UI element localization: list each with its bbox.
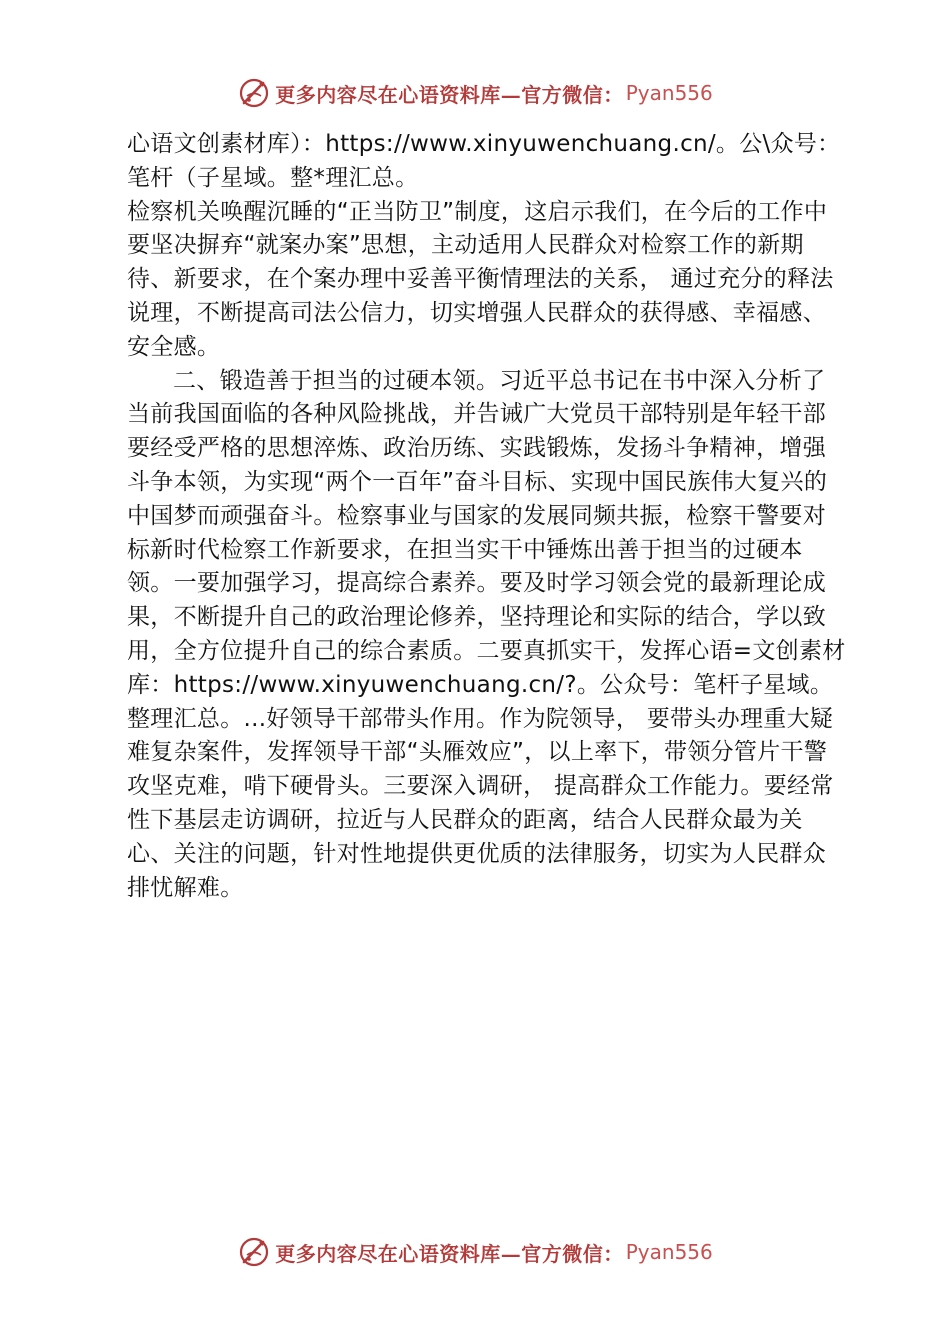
footer-wechat-handle: Pyan556	[625, 1240, 713, 1264]
document-body	[127, 128, 847, 905]
pen-logo-icon	[237, 1235, 271, 1269]
pen-logo-icon	[237, 76, 271, 110]
header-banner	[0, 73, 950, 113]
header-promo-text: 更多内容尽在心语资料库—官方微信：	[275, 82, 624, 107]
paragraph-section-two: 二、锻造善于担当的过硬本领。习近平总书记在书中深入分析了当前我国面临的各种风险挑战，并告诫广大党员干部特别是年轻干部要经受严格的思想淬炼、政治历练、实践锻炼，发扬斗争精神，增强斗争本领，为实现“两个一百年”奋斗目标、实现中国民族伟大复兴的中国梦而顽强奋斗。检察事业与国家的发展同频共振，检察干警要对标新时代检察工作新要求，在担当实干中锤炼出善于担当的过硬本领。一要加强学习，提高综合素养。要及时学习领会党的最新理论成果，不断提升自己的政治理论修养，坚持理论和实际的结合，学以致用，全方位提升自己的综合素质。二要真抓实干，发挥心语=文创素材库：https://www.xinyuwenchuang.cn/?。公众号：笔杆子星域。整理汇总。...好领导干部带头作用。作为院领导， 要带头办理重大疑难复杂案件，发挥领导干部“头雁效应”，以上率下，带领分管片干警攻坚克难，啃下硬骨头。三要深入调研， 提高群众工作能力。要经常性下基层走访调研，拉近与人民群众的距离，结合人民群众最为关心、关注的问题，针对性地提供更优质的法律服务，切实为人民群众排忧解难。	[127, 367, 846, 901]
paragraph-procuratorial: 检察机关唤醒沉睡的“正当防卫”制度，这启示我们，在今后的工作中要坚决摒弃“就案办案”思想，主动适用人民群众对检察工作的新期待、新要求，在个案办理中妥善平衡情理法的关系， 通过充分的释法说理，不断提高司法公信力，切实增强人民群众的获得感、幸福感、安全感。	[127, 198, 834, 360]
footer-promo-text: 更多内容尽在心语资料库—官方微信：	[275, 1241, 624, 1266]
header-wechat-handle: Pyan556	[625, 81, 713, 105]
footer-banner	[0, 1232, 950, 1272]
paragraph-source-note: 心语文创素材库）：https://www.xinyuwenchuang.cn/。公\众号：笔杆（子星域。整*理汇总。	[127, 131, 841, 191]
